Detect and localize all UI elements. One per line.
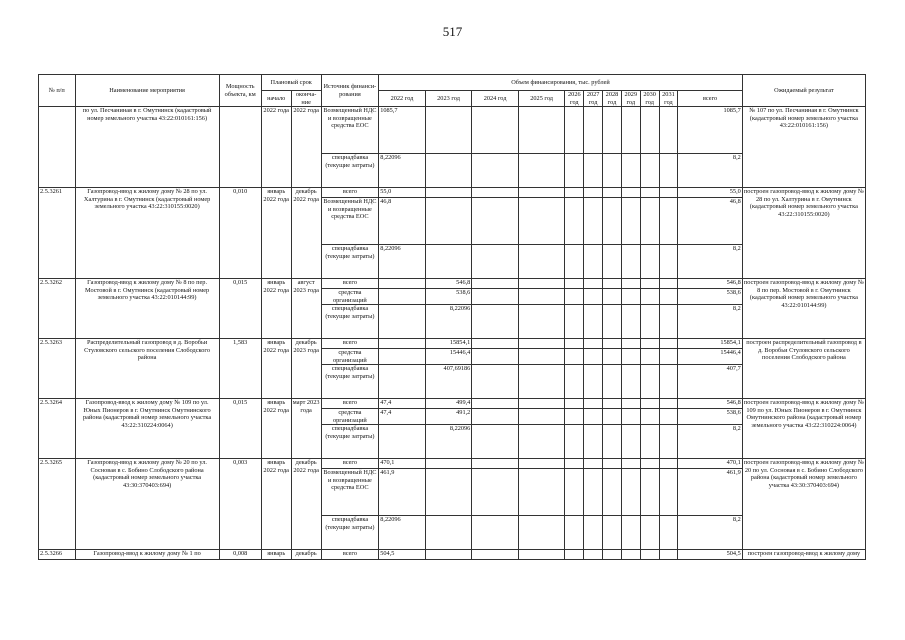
cell-total: 538,6 [678,289,742,305]
header-name: Наименование мероприятия [75,75,219,107]
row-source: Возмещенный НДС и возвращенные средства ЕОС [321,198,379,245]
cell-2023: 546,8 [425,279,472,289]
header-year: 2026 год [565,91,584,107]
row-start: январь 2022 года [261,339,291,399]
table-row [39,107,866,154]
header-year: 2031 год [659,91,678,107]
row-source: средства организаций [321,289,379,305]
header-num: № п/п [39,75,76,107]
row-result: построен газопровод-ввод к жилому дому № 109 по ул. Юных Пионеров в г. Омутнинск Омутнинского района (кадастровый номер земельного участка 43:22:310224:0064) [742,399,865,459]
table-row [39,279,866,289]
cell-2023: 15854,1 [425,339,472,349]
row-source: спецнадбавка (текущие затраты) [321,154,379,188]
header-source: Источник финанси-рования [321,75,379,107]
cell-total: 504,5 [678,550,742,560]
row-source: спецнадбавка (текущие затраты) [321,245,379,279]
table-row [39,459,866,469]
cell-2023: 491,2 [425,409,472,425]
row-end: декабрь 2022 года [291,459,321,550]
row-start: январь 2022 года [261,459,291,550]
cell-total: 538,6 [678,409,742,425]
cell-2022: 1085,7 [379,107,426,154]
row-name: Газопровод-ввод к жилому дому № 8 по пер. Мостовой в г. Омутнинск (кадастровый номер земельного участка 43:22:010144:99) [75,279,219,339]
row-capacity: 0,003 [219,459,261,550]
row-end: март 2023 года [291,399,321,459]
row-source: спецнадбавка (текущие затраты) [321,365,379,399]
cell-total: 15854,1 [678,339,742,349]
table-row [39,188,866,198]
row-result: построен газопровод-ввод к жилому дому № 20 по ул. Сосновая в с. Бобино Слободского района (кадастровый номер земельного участка 43:30:370403:694) [742,459,865,550]
row-name: Газопровод-ввод к жилому дому № 20 по ул. Сосновая в с. Бобино Слободского района (кадастровый номер земельного участка 43:30:370403:694) [75,459,219,550]
cell-total: 8,2 [678,245,742,279]
cell-2023: 15446,4 [425,349,472,365]
row-name: Газопровод-ввод к жилому дому № 28 по ул. Халтурина в г. Омутнинск (кадастровый номер земельного участка 43:22:310155:0020) [75,188,219,279]
header-start: начало [261,91,291,107]
row-num: 2.5.3262 [39,279,76,339]
row-source: всего [321,188,379,198]
row-num: 2.5.3265 [39,459,76,550]
row-name: Газопровод-ввод к жилому дому № 109 по ул. Юных Пионеров в г. Омутнинск Омутнинского района (кадастровый номер земельного участка 43:22:310224:0064) [75,399,219,459]
row-result: построен распределительный газопровод в д. Воробьи Стуловского сельского поселения Слободского района [742,339,865,399]
table-row [39,550,866,560]
cell-2022: 504,5 [379,550,426,560]
row-capacity: 0,015 [219,399,261,459]
header-year: 2030 год [640,91,659,107]
cell-total: 15446,4 [678,349,742,365]
row-source: Возмещенный НДС и возвращенные средства ЕОС [321,469,379,516]
row-num: 2.5.3264 [39,399,76,459]
header-term: Плановый срок [261,75,321,91]
header-year: 2025 год [518,91,565,107]
table-row [39,339,866,349]
row-source: всего [321,339,379,349]
header-year: 2029 год [621,91,640,107]
row-name: Распределительный газопровод в д. Воробьи Стуловского сельского поселения Слободского района [75,339,219,399]
header-year: 2024 год [472,91,519,107]
cell-2022: 8,22096 [379,154,426,188]
row-end: август 2023 года [291,279,321,339]
cell-2023: 499,4 [425,399,472,409]
row-capacity: 0,015 [219,279,261,339]
row-source: всего [321,279,379,289]
row-capacity: 0,010 [219,188,261,279]
cell-2022: 46,8 [379,198,426,245]
cell-total: 55,0 [678,188,742,198]
cell-2022: 470,1 [379,459,426,469]
row-start: 2022 года [261,107,291,188]
row-start: январь [261,550,291,560]
row-source: спецнадбавка (текущие затраты) [321,425,379,459]
cell-total: 546,8 [678,399,742,409]
cell-2023: 8,22096 [425,425,472,459]
header-total: всего [678,91,742,107]
header-year: 2023 год [425,91,472,107]
row-num: 2.5.3266 [39,550,76,560]
header-funding: Объем финансирования, тыс. рублей [379,75,743,91]
cell-2022: 8,22096 [379,245,426,279]
row-end: 2022 года [291,107,321,188]
row-capacity: 1,583 [219,339,261,399]
cell-total: 461,9 [678,469,742,516]
row-start: январь 2022 года [261,399,291,459]
cell-2022: 47,4 [379,399,426,409]
header-year: 2027 год [584,91,603,107]
row-source: Возмещенный НДС и возвращенные средства ЕОС [321,107,379,154]
cell-total: 8,2 [678,425,742,459]
cell-total: 546,8 [678,279,742,289]
cell-2023: 407,69186 [425,365,472,399]
row-end: декабрь [291,550,321,560]
row-result: построен газопровод-ввод к жилому дому № 28 по ул. Халтурина в г. Омутнинск (кадастровый номер земельного участка 43:22:310155:0020) [742,188,865,279]
cell-total: 8,2 [678,305,742,339]
row-source: всего [321,459,379,469]
table-row [39,399,866,409]
cell-2023: 8,22096 [425,305,472,339]
cell-2022: 461,9 [379,469,426,516]
cell-total: 407,7 [678,365,742,399]
row-source: спецнадбавка (текущие затраты) [321,305,379,339]
cell-2023: 538,6 [425,289,472,305]
page-number: 517 [442,24,463,39]
header-end: оконча-ние [291,91,321,107]
row-name: по ул. Песчаниная в г. Омутнинск (кадастровый номер земельного участка 43:22:010161:156) [75,107,219,188]
row-capacity [219,107,261,188]
header-result: Ожидаемый результат [742,75,865,107]
row-source: всего [321,550,379,560]
row-result: построен газопровод-ввод к жилому дому № 8 по пер. Мостовой в г. Омутнинск (кадастровый номер земельного участка 43:22:010144:99) [742,279,865,339]
row-capacity: 0,008 [219,550,261,560]
cell-total: 46,8 [678,198,742,245]
row-end: декабрь 2023 года [291,339,321,399]
row-start: январь 2022 года [261,188,291,279]
row-end: декабрь 2022 года [291,188,321,279]
header-year: 2028 год [603,91,622,107]
header-year: 2022 год [379,91,426,107]
cell-2022: 55,0 [379,188,426,198]
cell-total: 8,2 [678,154,742,188]
cell-total: 1085,7 [678,107,742,154]
header-capacity: Мощность объекта, км [219,75,261,107]
row-source: средства организаций [321,349,379,365]
financing-table [38,74,866,560]
row-source: спецнадбавка (текущие затраты) [321,516,379,550]
cell-total: 470,1 [678,459,742,469]
row-num: 2.5.3263 [39,339,76,399]
cell-2022: 8,22096 [379,516,426,550]
row-num: 2.5.3261 [39,188,76,279]
cell-total: 8,2 [678,516,742,550]
row-source: всего [321,399,379,409]
row-result: построен газопровод-ввод к жилому дому [742,550,865,560]
row-result: № 107 по ул. Песчаниная в г. Омутнинск (кадастровый номер земельного участка 43:22:010161:156) [742,107,865,188]
row-num [39,107,76,188]
row-source: средства организаций [321,409,379,425]
row-name: Газопровод-ввод к жилому дому № 1 по [75,550,219,560]
row-start: январь 2022 года [261,279,291,339]
cell-2022: 47,4 [379,409,426,425]
